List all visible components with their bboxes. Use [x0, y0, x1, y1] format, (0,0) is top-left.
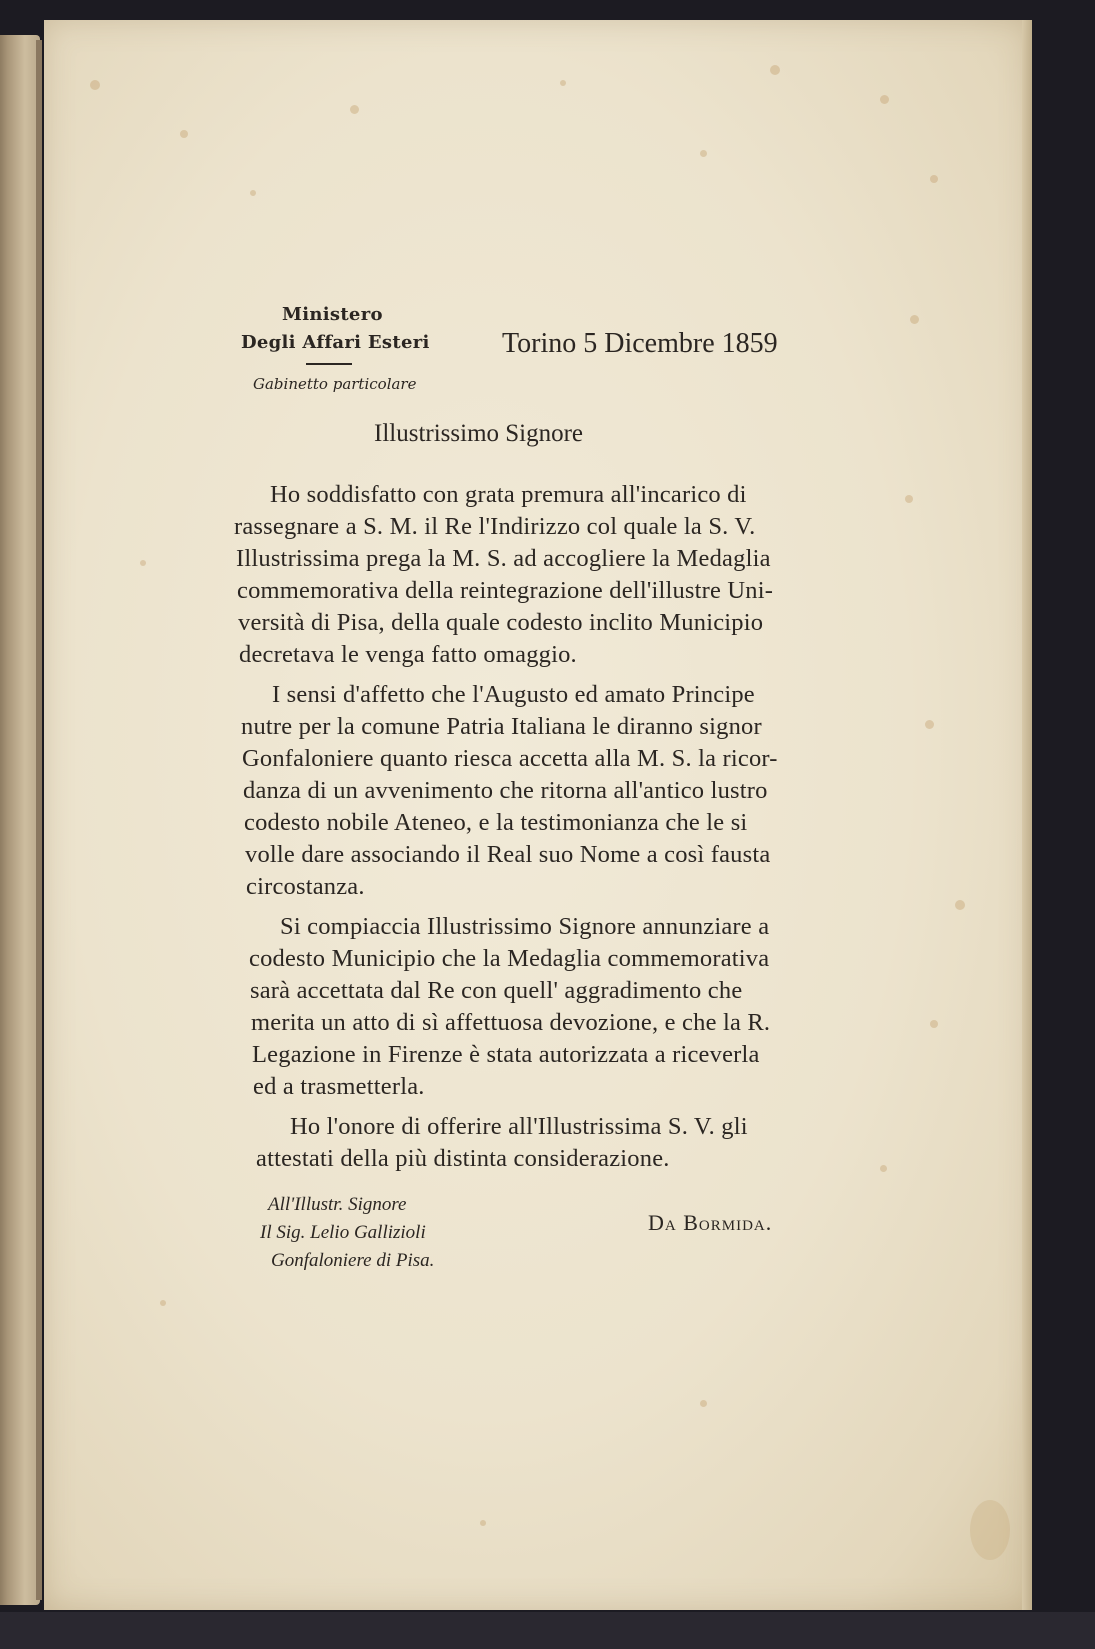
- foxing-spot: [560, 80, 566, 86]
- addressee-line2: Il Sig. Lelio Gallizioli: [260, 1222, 426, 1243]
- body-line: sarà accettata dal Re con quell' aggradimento che: [250, 977, 743, 1004]
- body-line: Si compiaccia Illustrissimo Signore annunziare a: [280, 913, 770, 940]
- foxing-spot: [930, 175, 938, 183]
- foxing-spot: [970, 1500, 1010, 1560]
- body-line: Ho soddisfatto con grata premura all'incarico di: [270, 481, 747, 508]
- body-line: volle dare associando il Real suo Nome a così fausta: [245, 841, 771, 868]
- foxing-spot: [180, 130, 188, 138]
- foxing-spot: [910, 315, 919, 324]
- foxing-spot: [930, 1020, 938, 1028]
- foxing-spot: [700, 150, 707, 157]
- foxing-spot: [925, 720, 934, 729]
- addressee-line1: All'Illustr. Signore: [268, 1194, 407, 1215]
- page-right-edge: [1022, 20, 1032, 1610]
- foxing-spot: [480, 1520, 486, 1526]
- body-line: codesto Municipio che la Medaglia commemorativa: [249, 945, 770, 972]
- body-line: ed a trasmetterla.: [253, 1073, 425, 1100]
- ministry-name-line2: Degli Affari Esteri: [241, 332, 430, 353]
- addressee-line3: Gonfaloniere di Pisa.: [271, 1250, 435, 1271]
- foxing-spot: [700, 1400, 707, 1407]
- body-line: Ho l'onore di offerire all'Illustrissima S. V. gli: [290, 1113, 748, 1140]
- body-line: codesto nobile Ateneo, e la testimonianza che le si: [244, 809, 748, 836]
- body-line: merita un atto di sì affettuosa devozione, e che la R.: [251, 1009, 771, 1036]
- foxing-spot: [350, 105, 359, 114]
- body-line: I sensi d'affetto che l'Augusto ed amato Principe: [272, 681, 755, 708]
- foxing-spot: [905, 495, 913, 503]
- foxing-spot: [250, 190, 256, 196]
- body-line: versità di Pisa, della quale codesto inclito Municipio: [238, 609, 764, 636]
- letter-date: Torino 5 Dicembre 1859: [502, 328, 778, 359]
- foxing-spot: [160, 1300, 166, 1306]
- foxing-spot: [770, 65, 780, 75]
- body-line: Legazione in Firenze è stata autorizzata a riceverla: [252, 1041, 760, 1068]
- body-line: rassegnare a S. M. il Re l'Indirizzo col quale la S. V.: [234, 513, 756, 540]
- body-line: danza di un avvenimento che ritorna all'antico lustro: [243, 777, 768, 804]
- body-line: decretava le venga fatto omaggio.: [239, 641, 577, 668]
- body-line: Illustrissima prega la M. S. ad accogliere la Medaglia: [236, 545, 771, 572]
- foxing-spot: [140, 560, 146, 566]
- body-line: attestati della più distinta considerazione.: [256, 1145, 670, 1172]
- body-line: Gonfaloniere quanto riesca accetta alla M. S. la ricor-: [242, 745, 778, 772]
- binding-shadow: [36, 40, 42, 1600]
- foxing-spot: [880, 1165, 887, 1172]
- signature: Da Bormida.: [648, 1210, 773, 1235]
- body-line: commemorativa della reintegrazione dell'illustre Uni-: [237, 577, 774, 604]
- office-name: Gabinetto particolare: [253, 375, 417, 393]
- body-line: nutre per la comune Patria Italiana le diranno signor: [241, 713, 762, 740]
- background-strip: [0, 1612, 1095, 1649]
- foxing-spot: [955, 900, 965, 910]
- previous-page-edge: [0, 35, 40, 1605]
- body-line: circostanza.: [246, 873, 365, 900]
- salutation: Illustrissimo Signore: [374, 420, 584, 447]
- foxing-spot: [880, 95, 889, 104]
- foxing-spot: [90, 80, 100, 90]
- letterhead-rule: [306, 363, 352, 365]
- ministry-name-line1: Ministero: [282, 304, 383, 325]
